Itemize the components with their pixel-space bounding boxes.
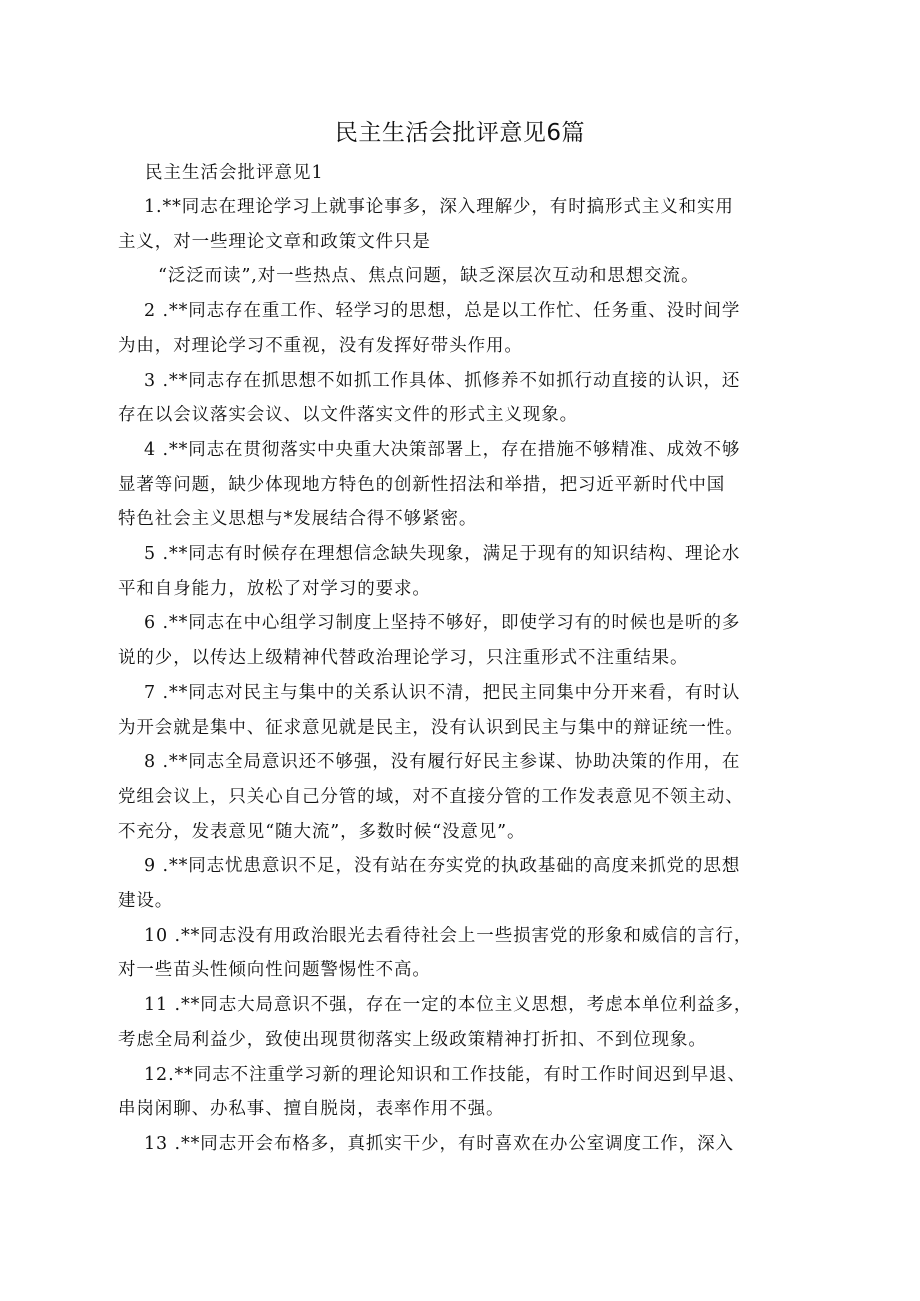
body-line: 平和自身能力，放松了对学习的要求。 (118, 578, 431, 599)
body-line: 串岗闲聊、办私事、擅自脱岗，表率作用不强。 (118, 1099, 505, 1120)
document-body (118, 190, 798, 1162)
body-line: 1.**同志在理论学习上就事论事多，深入理解少，有时搞形式主义和实用 (144, 197, 734, 217)
body-line: 存在以会议落实会议、以文件落实文件的形式主义现象。 (118, 405, 578, 426)
body-line: 2 .**同志存在重工作、轻学习的思想，总是以工作忙、任务重、没时间学 (144, 301, 741, 322)
body-line: 说的少，以传达上级精神代替政治理论学习，只注重形式不注重结果。 (118, 648, 689, 669)
body-line: 特色社会主义思想与*发展结合得不够紧密。 (118, 509, 478, 530)
body-line: 11 .**同志大局意识不强，存在一定的本位主义思想，考虑本单位利益多， (144, 995, 753, 1016)
body-line: 建设。 (118, 891, 174, 912)
body-line: 不充分，发表意见“随大流”，多数时候“没意见”。 (118, 821, 526, 842)
body-line: 为由，对理论学习不重视，没有发挥好带头作用。 (118, 335, 523, 356)
body-line: 党组会议上，只关心自己分管的域，对不直接分管的工作发表意见不领主动、 (118, 786, 744, 807)
body-line: 显著等问题，缺少体现地方特色的创新性招法和举措，把习近平新时代中国 (118, 474, 726, 495)
body-line: 考虑全局利益少，致使出现贯彻落实上级政策精神打折扣、不到位现象。 (118, 1029, 707, 1050)
body-line: 8 .**同志全局意识还不够强，没有履行好民主参谋、协助决策的作用，在 (144, 752, 741, 773)
body-line: 主义，对一些理论文章和政策文件只是 (118, 231, 431, 252)
body-line: 为开会就是集中、征求意见就是民主，没有认识到民主与集中的辩证统一性。 (118, 717, 744, 738)
body-line: 3 .**同志存在抓思想不如抓工作具体、抓修养不如抓行动直接的认识，还 (144, 370, 741, 391)
body-line: 9 .**同志忧患意识不足，没有站在夯实党的执政基础的高度来抓党的思想 (144, 856, 741, 877)
body-line: 6 .**同志在中心组学习制度上坚持不够好，即使学习有的时候也是听的多 (144, 613, 741, 634)
body-line: 10 .**同志没有用政治眼光去看待社会上一些损害党的形象和威信的言行， (144, 925, 753, 946)
body-line: 12.**同志不注重学习新的理论知识和工作技能，有时工作时间迟到早退、 (144, 1064, 746, 1085)
document-title: 民主生活会批评意见6篇 (334, 120, 586, 146)
document-subtitle: 民主生活会批评意见1 (145, 163, 324, 183)
body-line: 7 .**同志对民主与集中的关系认识不清，把民主同集中分开来看，有时认 (144, 682, 741, 703)
body-line: 对一些苗头性倾向性问题警惕性不高。 (118, 960, 431, 981)
body-line: 13 .**同志开会布格多，真抓实干少，有时喜欢在办公室调度工作，深入 (144, 1133, 734, 1154)
body-line: 4 .**同志在贯彻落实中央重大决策部署上，存在措施不够精准、成效不够 (144, 439, 741, 460)
body-line: 5 .**同志有时候存在理想信念缺失现象，满足于现有的知识结构、理论水 (144, 544, 741, 565)
body-line: “泛泛而读”,对一些热点、焦点问题，缺乏深层次互动和思想交流。 (158, 266, 700, 287)
